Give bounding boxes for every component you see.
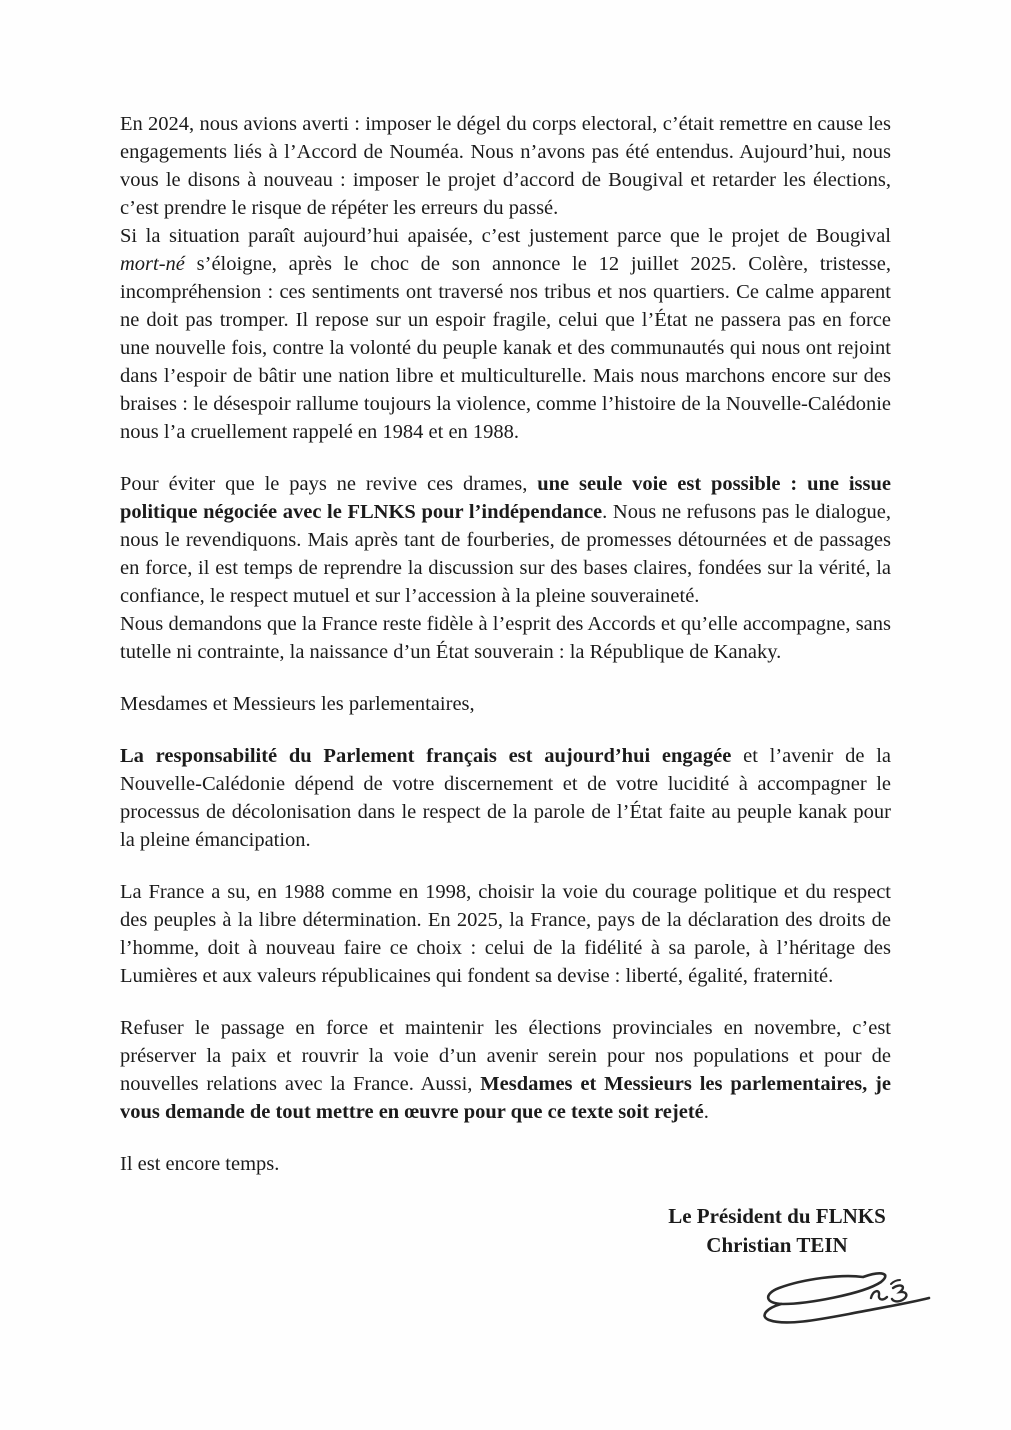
paragraph <box>120 610 891 666</box>
signer-title: Le Président du FLNKS <box>668 1204 886 1228</box>
text-segment: La responsabilité du Parlement français est aujourd’hui engagée <box>120 745 732 767</box>
paragraph <box>120 222 891 446</box>
signature-block <box>657 1202 897 1328</box>
paragraph <box>120 1014 891 1126</box>
text-segment: Mesdames et Messieurs les parlementaires, je vous demande de tout mettre en œuvre pour que ce texte soit rejeté <box>120 1073 891 1123</box>
handwritten-signature-icon <box>745 1264 941 1328</box>
text-segment: La France a su, en 1988 comme en 1998, choisir la voie du courage politique et du respect des peuples à la libre détermination. En 2025, la France, pays de la déclaration des droits de l’homme, doit à nouveau faire ce choix : celui de la fidélité à sa parole, à l’héritage des Lumières et aux valeurs républicaines qui fondent sa devise : liberté, égalité, fraternité. <box>120 881 891 987</box>
text-segment: s’éloigne, après le choc de son annonce le 12 juillet 2025. Colère, tristesse, incompréhension : ces sentiments ont traversé nos tribus et nos quartiers. Ce calme apparent ne doit pas tromper. Il repose sur un espoir fragile, celui que l’État ne passera pas en force une nouvelle fois, contre la volonté du peuple kanak et des communautés qui nous ont rejoint dans l’espoir de bâtir une nation libre et multiculturelle. Mais nous marchons encore sur des braises : le désespoir rallume toujours la violence, comme l’histoire de la Nouvelle-Calédonie nous l’a cruellement rappelé en 1984 et en 1988. <box>120 253 891 443</box>
text-segment: Il est encore temps. <box>120 1153 280 1175</box>
paragraph <box>120 1150 891 1178</box>
text-segment: Nous demandons que la France reste fidèle à l’esprit des Accords et qu’elle accompagne, sans tutelle ni contrainte, la naissance d’un État souverain : la République de Kanaky. <box>120 613 891 663</box>
text-segment: Refuser le passage en force et maintenir les élections provinciales en novembre, c’est préserver la paix et rouvrir la voie d’un avenir serein pour nos populations et pour de nouvelles relations avec la France. Aussi, <box>120 1017 891 1095</box>
paragraph <box>120 742 891 854</box>
text-segment: Si la situation paraît aujourd’hui apaisée, c’est justement parce que le projet de Bougival <box>120 225 891 247</box>
paragraph <box>120 690 891 718</box>
paragraph <box>120 878 891 990</box>
text-segment: Mesdames et Messieurs les parlementaires, <box>120 693 475 715</box>
paragraph <box>120 470 891 610</box>
text-segment: Pour éviter que le pays ne revive ces drames, <box>120 473 538 495</box>
text-segment: . Nous ne refusons pas le dialogue, nous le revendiquons. Mais après tant de fourberies, de promesses détournées et de passages en force, il est temps de reprendre la discussion sur des bases claires, fondées sur la vérité, la confiance, le respect mutuel et sur l’accession à la pleine souveraineté. <box>120 501 891 607</box>
paragraph <box>120 110 891 222</box>
text-segment: En 2024, nous avions averti : imposer le dégel du corps electoral, c’était remettre en cause les engagements liés à l’Accord de Nouméa. Nous n’avons pas été entendus. Aujourd’hui, nous vous le disons à nouveau : imposer le projet d’accord de Bougival et retarder les élections, c’est prendre le risque de répéter les erreurs du passé. <box>120 113 891 219</box>
text-segment: mort-né <box>120 253 185 275</box>
text-segment: une seule voie est possible : une issue politique négociée avec le FLNKS pour l’indépendance <box>120 473 891 523</box>
signer-name: Christian TEIN <box>706 1233 848 1257</box>
letter-body <box>120 110 891 1178</box>
text-segment: et l’avenir de la Nouvelle-Calédonie dépend de votre discernement et de votre lucidité à accompagner le processus de décolonisation dans le respect de la parole de l’État faite au peuple kanak pour la pleine émancipation. <box>120 745 891 851</box>
text-segment: . <box>703 1101 709 1123</box>
